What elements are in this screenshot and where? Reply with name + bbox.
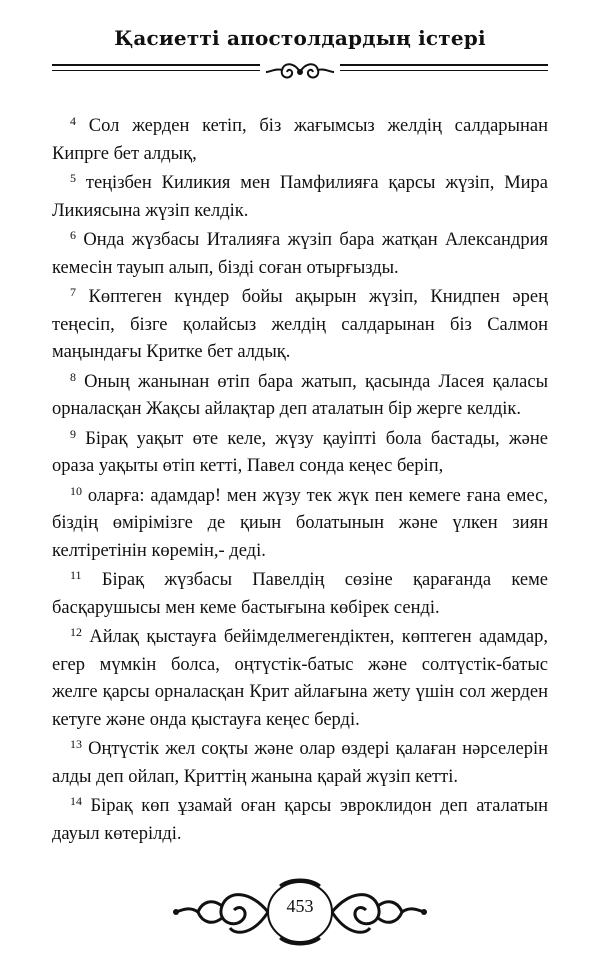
- verse-number: 6: [70, 228, 76, 242]
- verse-text: Оңтүстік жел соқты және олар өздері қалаған нәрселерін алды деп ойлап, Криттің жанына қарай жүзіп кетті.: [52, 739, 548, 787]
- verse-text: Бірақ көп ұзамай оған қарсы эвроклидон деп аталатын дауыл көтерілді.: [52, 796, 549, 844]
- verse: [52, 426, 548, 481]
- verse: [52, 113, 548, 168]
- verse-number: 7: [70, 285, 76, 299]
- verse: [52, 624, 548, 734]
- verse-text: Бірақ жүзбасы Павелдің сөзіне қарағанда кеме басқарушысы мен кеме бастығына көбірек сенді.: [52, 570, 548, 618]
- verse-number: 11: [70, 568, 82, 582]
- page-number: 453: [286, 896, 314, 916]
- chapter-text: [52, 113, 548, 850]
- verse-number: 12: [70, 625, 82, 639]
- verse: [52, 170, 548, 225]
- verse: [52, 284, 548, 367]
- verse-text: Бірақ уақыт өте келе, жүзу қауіпті бола бастады, және ораза уақыты өтіп кетті, Павел сонда кеңес беріп,: [52, 428, 548, 476]
- verse: [52, 227, 548, 282]
- verse: [52, 369, 548, 424]
- verse-text: Онда жүзбасы Италияға жүзіп бара жатқан Александрия кемесін тауып алып, бізді соған отырғызды.: [52, 230, 549, 278]
- verse-number: 4: [70, 114, 76, 128]
- verse: [52, 793, 548, 848]
- verse-text: теңізбен Киликия мен Памфилияға қарсы жүзіп, Мира Ликиясына жүзіп келдік.: [52, 173, 549, 221]
- verse: [52, 736, 548, 791]
- verse-text: Сол жерден кетіп, біз жағымсыз желдің салдарынан Кипрге бет алдық,: [52, 116, 548, 164]
- verse-number: 5: [70, 171, 76, 185]
- verse-text: Көптеген күндер бойы ақырын жүзіп, Книдпен әрең теңесіп, бізге қолайсыз желдің салдарынан біз Салмон маңындағы Критке бет алдық.: [52, 287, 548, 362]
- verse-text: Оның жанынан өтіп бара жатып, қасында Ласея қаласы орналасқан Жақсы айлақтар деп аталатын бір жерге келдік.: [52, 371, 548, 419]
- verse-text: оларға: адамдар! мен жүзу тек жүк пен кемеге ғана емес, біздің өмірімізге де қиын болатынын және үлкен зиян келтіретінін көремін,- деді.: [52, 485, 548, 561]
- page-title: Қасиетті апостолдардың істері: [114, 26, 486, 50]
- verse-number: 10: [70, 483, 82, 498]
- verse-number: 8: [70, 369, 76, 384]
- verse: [52, 483, 548, 566]
- verse: [52, 567, 548, 622]
- header-ornament-icon: [260, 58, 340, 86]
- verse-number: 9: [70, 426, 76, 441]
- verse-number: 14: [70, 794, 82, 808]
- verse-number: 13: [70, 737, 82, 751]
- verse-text: Айлақ қыстауға бейімделмегендіктен, көптеген адамдар, егер мүмкін болса, оңтүстік-батыс және солтүстік-батыс желге қарсы орналасқан Крит айлағына жету үшін сол жерден кетуге және онда қыстауға кеңес берді.: [52, 627, 548, 730]
